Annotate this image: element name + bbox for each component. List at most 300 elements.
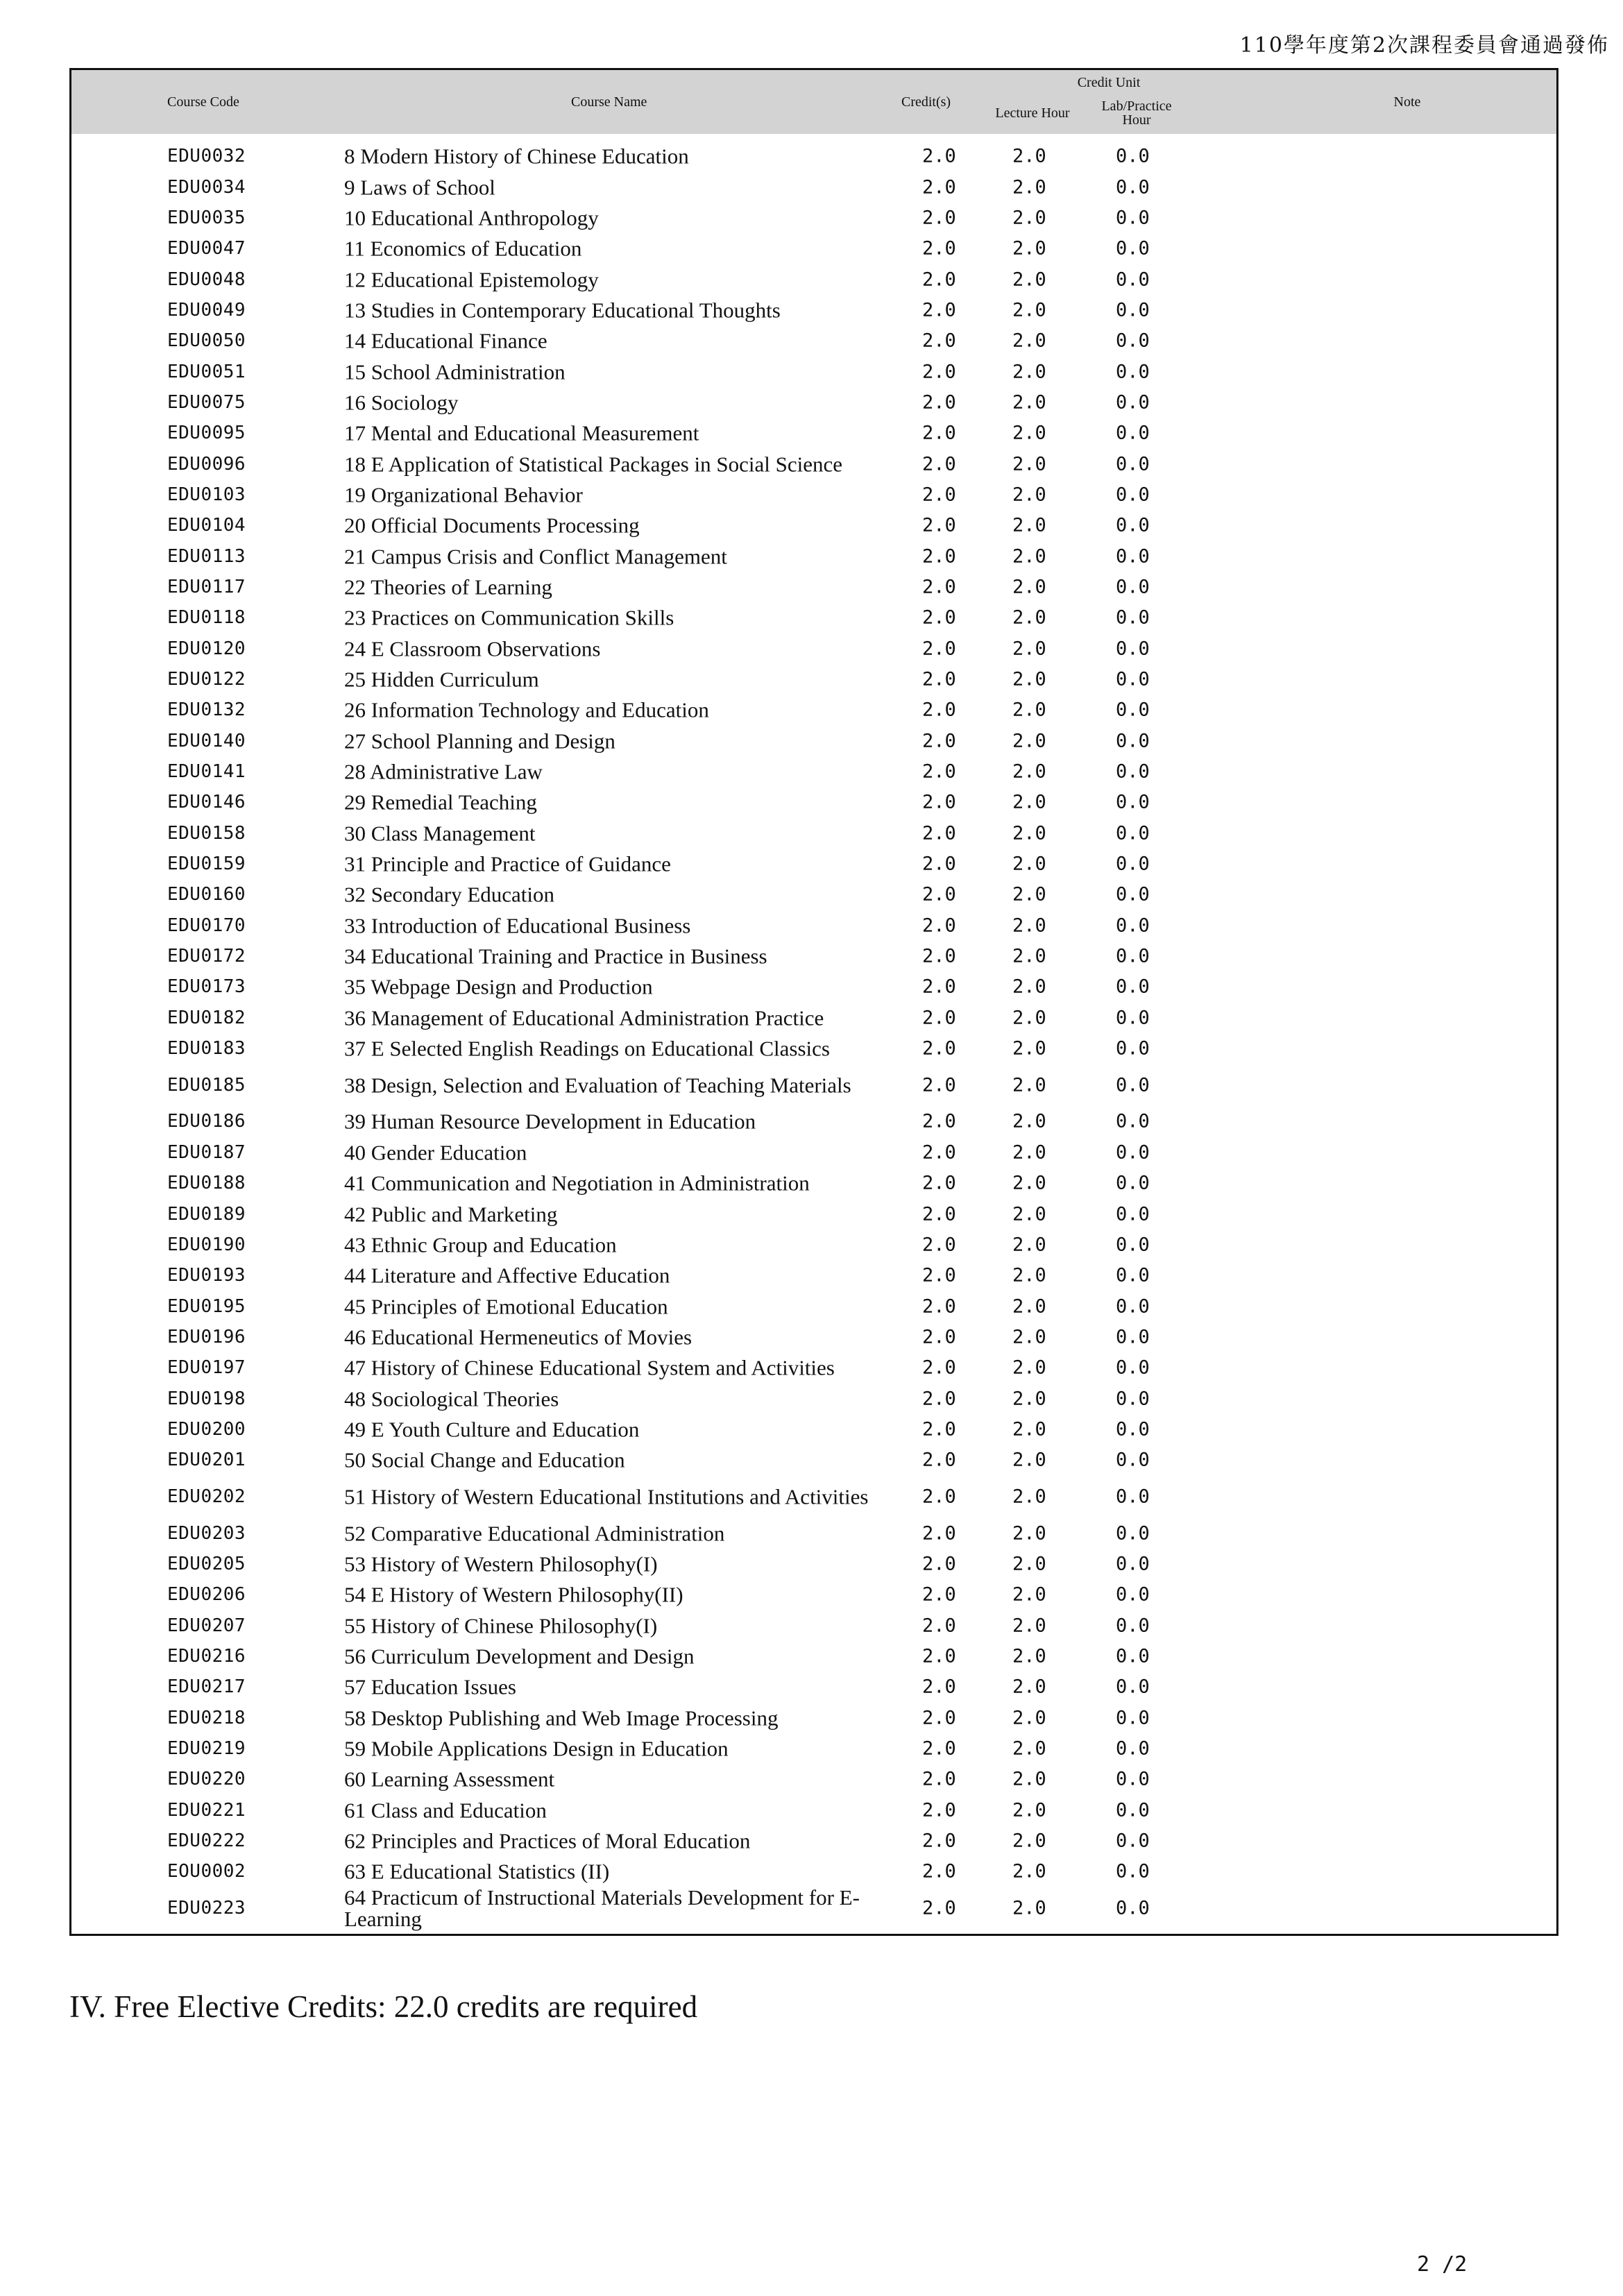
lecture-hour: 2.0 xyxy=(1012,330,1046,352)
course-table xyxy=(69,68,1558,1936)
course-name: 45 Principles of Emotional Education xyxy=(344,1294,668,1319)
course-name: 43 Ethnic Group and Education xyxy=(344,1232,617,1257)
table-row xyxy=(71,787,1556,817)
lecture-hour: 2.0 xyxy=(1012,1234,1046,1256)
lab-practice-hour: 0.0 xyxy=(1116,545,1150,568)
course-name: 46 Educational Hermeneutics of Movies xyxy=(344,1325,692,1350)
free-elective-note: IV. Free Elective Credits: 22.0 credits are required xyxy=(69,1989,698,2024)
table-row xyxy=(71,1230,1556,1260)
course-name: 57 Education Issues xyxy=(344,1674,516,1699)
credits: 2.0 xyxy=(922,1799,956,1821)
table-row xyxy=(71,941,1556,971)
course-name: 18 E Application of Statistical Packages in Social Science xyxy=(344,452,842,477)
course-name: 14 Educational Finance xyxy=(344,328,547,353)
table-row xyxy=(71,971,1556,1002)
course-name: 9 Laws of School xyxy=(344,175,495,200)
course-name: 12 Educational Epistemology xyxy=(344,267,599,292)
course-code: EDU0218 xyxy=(167,1707,246,1728)
lecture-hour: 2.0 xyxy=(1012,269,1046,291)
course-name: 8 Modern History of Chinese Education xyxy=(344,144,689,169)
lab-practice-hour: 0.0 xyxy=(1116,145,1150,167)
course-code: EDU0122 xyxy=(167,669,246,690)
table-row xyxy=(71,479,1556,510)
lecture-hour: 2.0 xyxy=(1012,699,1046,721)
course-code: EDU0095 xyxy=(167,423,246,444)
table-row xyxy=(71,1579,1556,1610)
course-code: EDU0047 xyxy=(167,238,246,260)
credits: 2.0 xyxy=(922,1007,956,1029)
course-code: EDU0172 xyxy=(167,946,246,967)
course-code: EDU0222 xyxy=(167,1830,246,1852)
course-name: 61 Class and Education xyxy=(344,1798,547,1823)
credits: 2.0 xyxy=(922,791,956,813)
course-code: EDU0207 xyxy=(167,1615,246,1636)
lab-practice-hour: 0.0 xyxy=(1116,1522,1150,1545)
course-code: EDU0146 xyxy=(167,792,246,813)
credits: 2.0 xyxy=(922,699,956,721)
course-name: 50 Social Change and Education xyxy=(344,1447,625,1472)
table-row xyxy=(71,1003,1556,1033)
course-code: EDU0216 xyxy=(167,1645,246,1667)
credits: 2.0 xyxy=(922,1357,956,1379)
lab-practice-hour: 0.0 xyxy=(1116,422,1150,444)
lecture-hour: 2.0 xyxy=(1012,1860,1046,1882)
lecture-hour: 2.0 xyxy=(1012,760,1046,783)
course-name: 33 Introduction of Educational Business xyxy=(344,913,691,938)
course-name: 32 Secondary Education xyxy=(344,882,555,907)
course-code: EDU0141 xyxy=(167,761,246,783)
lab-practice-hour: 0.0 xyxy=(1116,1553,1150,1575)
table-row xyxy=(71,141,1556,171)
course-code: EDU0221 xyxy=(167,1799,246,1821)
course-name: 27 School Planning and Design xyxy=(344,729,615,754)
lecture-hour: 2.0 xyxy=(1012,791,1046,813)
header-credits: Credit(s) xyxy=(901,94,951,110)
credits: 2.0 xyxy=(922,1418,956,1440)
course-name: 63 E Educational Statistics (II) xyxy=(344,1859,610,1884)
credits: 2.0 xyxy=(922,361,956,383)
credits: 2.0 xyxy=(922,269,956,291)
lecture-hour: 2.0 xyxy=(1012,1418,1046,1440)
header-lab-hour: Hour xyxy=(1122,112,1151,128)
credits: 2.0 xyxy=(922,1172,956,1194)
credits: 2.0 xyxy=(922,391,956,414)
course-name: 21 Campus Crisis and Conflict Management xyxy=(344,544,727,569)
table-row xyxy=(71,1064,1556,1106)
course-code: EDU0183 xyxy=(167,1038,246,1060)
credits: 2.0 xyxy=(922,1830,956,1852)
table-row xyxy=(71,726,1556,756)
course-code: EDU0104 xyxy=(167,515,246,536)
credits: 2.0 xyxy=(922,299,956,321)
course-code: EDU0203 xyxy=(167,1522,246,1544)
table-row xyxy=(71,325,1556,356)
table-row xyxy=(71,264,1556,294)
lecture-hour: 2.0 xyxy=(1012,453,1046,475)
course-code: EDU0202 xyxy=(167,1486,246,1507)
table-row xyxy=(71,1826,1556,1856)
table-row xyxy=(71,695,1556,725)
lab-practice-hour: 0.0 xyxy=(1116,1388,1150,1410)
table-row xyxy=(71,1168,1556,1198)
lab-practice-hour: 0.0 xyxy=(1116,791,1150,813)
credits: 2.0 xyxy=(922,145,956,167)
course-code: EDU0200 xyxy=(167,1418,246,1440)
lecture-hour: 2.0 xyxy=(1012,606,1046,629)
lecture-hour: 2.0 xyxy=(1012,1486,1046,1508)
table-row xyxy=(71,387,1556,418)
credits: 2.0 xyxy=(922,730,956,752)
table-row xyxy=(71,849,1556,879)
lab-practice-hour: 0.0 xyxy=(1116,1357,1150,1379)
table-row xyxy=(71,1641,1556,1672)
credits: 2.0 xyxy=(922,638,956,660)
course-code: EDU0117 xyxy=(167,576,246,597)
lab-practice-hour: 0.0 xyxy=(1116,1897,1150,1919)
course-code: EDU0132 xyxy=(167,699,246,721)
course-name: 17 Mental and Educational Measurement xyxy=(344,420,699,445)
lab-practice-hour: 0.0 xyxy=(1116,1264,1150,1286)
lab-practice-hour: 0.0 xyxy=(1116,237,1150,260)
course-name: 42 Public and Marketing xyxy=(344,1202,558,1227)
header-course-name: Course Name xyxy=(571,94,647,110)
lab-practice-hour: 0.0 xyxy=(1116,730,1150,752)
course-name: 15 School Administration xyxy=(344,359,566,384)
table-row xyxy=(71,171,1556,202)
credits: 2.0 xyxy=(922,883,956,905)
lab-practice-hour: 0.0 xyxy=(1116,484,1150,506)
lab-practice-hour: 0.0 xyxy=(1116,514,1150,536)
credits: 2.0 xyxy=(922,1860,956,1882)
course-code: EDU0193 xyxy=(167,1265,246,1286)
lab-practice-hour: 0.0 xyxy=(1116,207,1150,229)
credits: 2.0 xyxy=(922,1326,956,1348)
lecture-hour: 2.0 xyxy=(1012,1737,1046,1760)
credits: 2.0 xyxy=(922,1676,956,1698)
lab-practice-hour: 0.0 xyxy=(1116,330,1150,352)
credits: 2.0 xyxy=(922,1074,956,1096)
lecture-hour: 2.0 xyxy=(1012,1110,1046,1132)
table-row xyxy=(71,1137,1556,1168)
course-code: EDU0159 xyxy=(167,853,246,875)
course-code: EDU0140 xyxy=(167,730,246,751)
table-row xyxy=(71,1414,1556,1445)
lab-practice-hour: 0.0 xyxy=(1116,1449,1150,1471)
lecture-hour: 2.0 xyxy=(1012,945,1046,967)
lecture-hour: 2.0 xyxy=(1012,1326,1046,1348)
course-name: 11 Economics of Education xyxy=(344,236,582,261)
lecture-hour: 2.0 xyxy=(1012,1037,1046,1060)
table-row xyxy=(71,664,1556,695)
credits: 2.0 xyxy=(922,606,956,629)
course-name: 51 History of Western Educational Institutions and Activities xyxy=(344,1484,869,1509)
header-note: Note xyxy=(1393,94,1421,110)
course-code: EDU0118 xyxy=(167,607,246,629)
course-name: 59 Mobile Applications Design in Education xyxy=(344,1736,729,1761)
course-code: EDU0034 xyxy=(167,176,246,198)
table-row xyxy=(71,295,1556,325)
table-row xyxy=(71,1672,1556,1702)
table-row xyxy=(71,1033,1556,1064)
lab-practice-hour: 0.0 xyxy=(1116,1295,1150,1318)
credits: 2.0 xyxy=(922,576,956,598)
lecture-hour: 2.0 xyxy=(1012,1830,1046,1852)
course-code: EDU0186 xyxy=(167,1111,246,1132)
lab-practice-hour: 0.0 xyxy=(1116,576,1150,598)
lecture-hour: 2.0 xyxy=(1012,1007,1046,1029)
table-row xyxy=(71,879,1556,910)
lab-practice-hour: 0.0 xyxy=(1116,1768,1150,1790)
table-row xyxy=(71,1445,1556,1475)
lab-practice-hour: 0.0 xyxy=(1116,1172,1150,1194)
lecture-hour: 2.0 xyxy=(1012,1553,1046,1575)
table-row xyxy=(71,233,1556,264)
credits: 2.0 xyxy=(922,514,956,536)
credits: 2.0 xyxy=(922,1388,956,1410)
credits: 2.0 xyxy=(922,1037,956,1060)
lab-practice-hour: 0.0 xyxy=(1116,1418,1150,1440)
lecture-hour: 2.0 xyxy=(1012,730,1046,752)
credits: 2.0 xyxy=(922,1553,956,1575)
course-code: EDU0197 xyxy=(167,1357,246,1379)
table-row xyxy=(71,1106,1556,1137)
table-row xyxy=(71,602,1556,633)
lecture-hour: 2.0 xyxy=(1012,1676,1046,1698)
lecture-hour: 2.0 xyxy=(1012,514,1046,536)
table-row xyxy=(71,1733,1556,1764)
course-name: 38 Design, Selection and Evaluation of Teaching Materials xyxy=(344,1073,851,1098)
course-name: 10 Educational Anthropology xyxy=(344,205,599,230)
credits: 2.0 xyxy=(922,1264,956,1286)
course-code: EDU0170 xyxy=(167,915,246,936)
table-row xyxy=(71,910,1556,941)
table-row xyxy=(71,1610,1556,1640)
credits: 2.0 xyxy=(922,945,956,967)
table-row xyxy=(71,1198,1556,1229)
credits: 2.0 xyxy=(922,237,956,260)
lab-practice-hour: 0.0 xyxy=(1116,822,1150,844)
course-code: EDU0050 xyxy=(167,330,246,352)
lab-practice-hour: 0.0 xyxy=(1116,1326,1150,1348)
credits: 2.0 xyxy=(922,1295,956,1318)
course-name: 54 E History of Western Philosophy(II) xyxy=(344,1582,683,1607)
course-code: EDU0096 xyxy=(167,453,246,475)
lecture-hour: 2.0 xyxy=(1012,1357,1046,1379)
table-row xyxy=(71,448,1556,479)
lab-practice-hour: 0.0 xyxy=(1116,668,1150,690)
table-row xyxy=(71,572,1556,602)
course-code: EDU0160 xyxy=(167,884,246,905)
table-row xyxy=(71,1260,1556,1291)
page-number: 2 /2 xyxy=(1417,2252,1468,2277)
course-code: EDU0206 xyxy=(167,1584,246,1606)
course-code: EDU0201 xyxy=(167,1449,246,1471)
lecture-hour: 2.0 xyxy=(1012,176,1046,198)
credits: 2.0 xyxy=(922,207,956,229)
table-row xyxy=(71,633,1556,664)
table-row xyxy=(71,203,1556,233)
header-course-code: Course Code xyxy=(167,94,239,110)
lecture-hour: 2.0 xyxy=(1012,1449,1046,1471)
course-code: EDU0190 xyxy=(167,1234,246,1255)
lecture-hour: 2.0 xyxy=(1012,1203,1046,1225)
course-name: 28 Administrative Law xyxy=(344,759,543,784)
lab-practice-hour: 0.0 xyxy=(1116,760,1150,783)
credits: 2.0 xyxy=(922,1449,956,1471)
credits: 2.0 xyxy=(922,1897,956,1919)
credits: 2.0 xyxy=(922,668,956,690)
lab-practice-hour: 0.0 xyxy=(1116,915,1150,937)
lab-practice-hour: 0.0 xyxy=(1116,1676,1150,1698)
course-name: 56 Curriculum Development and Design xyxy=(344,1644,695,1669)
course-name: 58 Desktop Publishing and Web Image Processing xyxy=(344,1706,779,1730)
course-name: 44 Literature and Affective Education xyxy=(344,1263,670,1288)
course-code: EDU0049 xyxy=(167,299,246,321)
table-row xyxy=(71,1352,1556,1383)
course-name: 24 E Classroom Observations xyxy=(344,636,601,661)
course-code: EDU0196 xyxy=(167,1326,246,1347)
credits: 2.0 xyxy=(922,853,956,875)
lab-practice-hour: 0.0 xyxy=(1116,299,1150,321)
credits: 2.0 xyxy=(922,1583,956,1606)
table-row xyxy=(71,1856,1556,1887)
course-code: EDU0075 xyxy=(167,391,246,413)
lab-practice-hour: 0.0 xyxy=(1116,1141,1150,1164)
lecture-hour: 2.0 xyxy=(1012,299,1046,321)
table-row xyxy=(71,1795,1556,1826)
course-code: EDU0103 xyxy=(167,484,246,505)
lecture-hour: 2.0 xyxy=(1012,1799,1046,1821)
course-name: 23 Practices on Communication Skills xyxy=(344,605,674,630)
credits: 2.0 xyxy=(922,545,956,568)
course-code: EDU0223 xyxy=(167,1898,246,1919)
course-name: 41 Communication and Negotiation in Administration xyxy=(344,1171,810,1196)
lab-practice-hour: 0.0 xyxy=(1116,1110,1150,1132)
course-code: EDU0219 xyxy=(167,1738,246,1760)
table-row xyxy=(71,1703,1556,1733)
lab-practice-hour: 0.0 xyxy=(1116,1486,1150,1508)
table-row xyxy=(71,756,1556,787)
course-name: 36 Management of Educational Administration Practice xyxy=(344,1005,824,1030)
table-row xyxy=(71,818,1556,849)
credits: 2.0 xyxy=(922,1737,956,1760)
lab-practice-hour: 0.0 xyxy=(1116,1007,1150,1029)
lecture-hour: 2.0 xyxy=(1012,1264,1046,1286)
credits: 2.0 xyxy=(922,484,956,506)
credits: 2.0 xyxy=(922,1645,956,1667)
lab-practice-hour: 0.0 xyxy=(1116,1203,1150,1225)
lab-practice-hour: 0.0 xyxy=(1116,1645,1150,1667)
header-lecture-hour: Lecture Hour xyxy=(995,105,1070,121)
lecture-hour: 2.0 xyxy=(1012,545,1046,568)
lab-practice-hour: 0.0 xyxy=(1116,453,1150,475)
table-row xyxy=(71,1549,1556,1579)
table-header xyxy=(71,70,1556,134)
lecture-hour: 2.0 xyxy=(1012,1615,1046,1637)
course-code: EDU0113 xyxy=(167,545,246,567)
credits: 2.0 xyxy=(922,176,956,198)
course-name: 30 Class Management xyxy=(344,821,536,846)
credits: 2.0 xyxy=(922,915,956,937)
credits: 2.0 xyxy=(922,760,956,783)
course-name: 31 Principle and Practice of Guidance xyxy=(344,851,671,876)
lecture-hour: 2.0 xyxy=(1012,1141,1046,1164)
lecture-hour: 2.0 xyxy=(1012,145,1046,167)
course-code: EDU0188 xyxy=(167,1173,246,1194)
table-row xyxy=(71,418,1556,448)
lab-practice-hour: 0.0 xyxy=(1116,1583,1150,1606)
course-code: EDU0051 xyxy=(167,361,246,382)
course-code: EDU0173 xyxy=(167,976,246,998)
lecture-hour: 2.0 xyxy=(1012,391,1046,414)
course-code: EDU0032 xyxy=(167,146,246,167)
lecture-hour: 2.0 xyxy=(1012,1707,1046,1729)
course-code: EDU0185 xyxy=(167,1074,246,1096)
table-row xyxy=(71,541,1556,571)
lab-practice-hour: 0.0 xyxy=(1116,1074,1150,1096)
header-note: 110學年度第2次課程委員會通過發佈 xyxy=(1239,33,1609,58)
course-name: 49 E Youth Culture and Education xyxy=(344,1417,640,1442)
course-name: 40 Gender Education xyxy=(344,1140,527,1165)
course-name: 62 Principles and Practices of Moral Education xyxy=(344,1828,751,1853)
credits: 2.0 xyxy=(922,1522,956,1545)
table-row xyxy=(71,356,1556,386)
lab-practice-hour: 0.0 xyxy=(1116,176,1150,198)
lecture-hour: 2.0 xyxy=(1012,1522,1046,1545)
table-row xyxy=(71,1383,1556,1413)
course-code: EDU0048 xyxy=(167,269,246,290)
course-name: 19 Organizational Behavior xyxy=(344,482,583,507)
lecture-hour: 2.0 xyxy=(1012,668,1046,690)
lecture-hour: 2.0 xyxy=(1012,1897,1046,1919)
lab-practice-hour: 0.0 xyxy=(1116,1830,1150,1852)
lab-practice-hour: 0.0 xyxy=(1116,1860,1150,1882)
course-name: 29 Remedial Teaching xyxy=(344,790,537,815)
course-code: EDU0182 xyxy=(167,1007,246,1028)
lab-practice-hour: 0.0 xyxy=(1116,883,1150,905)
credits: 2.0 xyxy=(922,453,956,475)
course-name: 39 Human Resource Development in Education xyxy=(344,1109,756,1134)
lab-practice-hour: 0.0 xyxy=(1116,269,1150,291)
course-code: EDU0187 xyxy=(167,1141,246,1163)
table-row xyxy=(71,1475,1556,1517)
credits: 2.0 xyxy=(922,422,956,444)
credits: 2.0 xyxy=(922,1486,956,1508)
course-name: 53 History of Western Philosophy(I) xyxy=(344,1551,658,1576)
lab-practice-hour: 0.0 xyxy=(1116,853,1150,875)
course-code: EDU0205 xyxy=(167,1553,246,1574)
table-row xyxy=(71,1887,1556,1930)
course-name: 55 History of Chinese Philosophy(I) xyxy=(344,1613,658,1638)
table-row xyxy=(71,1291,1556,1321)
lecture-hour: 2.0 xyxy=(1012,883,1046,905)
lab-practice-hour: 0.0 xyxy=(1116,1234,1150,1256)
lecture-hour: 2.0 xyxy=(1012,1768,1046,1790)
course-code: EDU0217 xyxy=(167,1676,246,1698)
course-name: 64 Practicum of Instructional Materials Development for E-Learning xyxy=(344,1885,860,1932)
lab-practice-hour: 0.0 xyxy=(1116,361,1150,383)
course-name: 47 History of Chinese Educational System and Activities xyxy=(344,1355,835,1380)
course-name: 34 Educational Training and Practice in Business xyxy=(344,944,767,969)
course-code: EDU0120 xyxy=(167,638,246,659)
header-lab-practice: Lab/Practice xyxy=(1101,99,1172,114)
course-name: 52 Comparative Educational Administration xyxy=(344,1521,725,1546)
table-row xyxy=(71,1764,1556,1794)
course-code: EDU0195 xyxy=(167,1295,246,1317)
credits: 2.0 xyxy=(922,1768,956,1790)
course-code: EDU0220 xyxy=(167,1769,246,1790)
lecture-hour: 2.0 xyxy=(1012,1388,1046,1410)
